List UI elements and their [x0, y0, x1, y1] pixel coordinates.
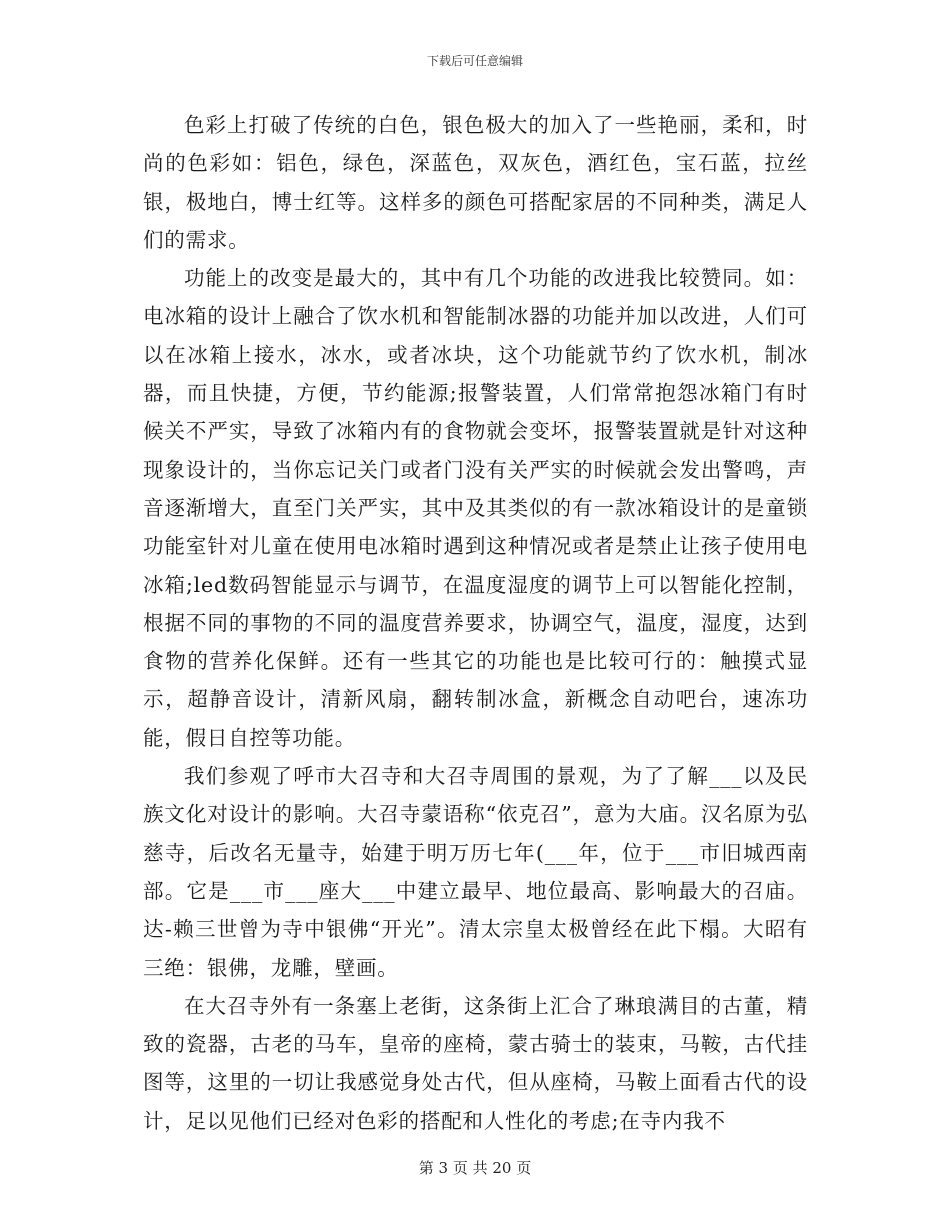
- paragraph-old-street: 在大召寺外有一条塞上老街，这条街上汇合了琳琅满目的古董，精致的瓷器，古老的马车，皇帝的座椅，蒙古骑士的装束，马鞍，古代挂图等，这里的一切让我感觉身处古代，但从座椅，马鞍上面看古代的设计，足以见他们已经对色彩的搭配和人性化的考虑;在寺内我不: [143, 993, 808, 1133]
- page-header: 下载后可任意编辑: [426, 54, 523, 68]
- paragraph-color: 色彩上打破了传统的白色，银色极大的加入了一些艳丽，柔和，时尚的色彩如：铝色，绿色，深蓝色，双灰色，酒红色，宝石蓝，拉丝银，极地白，博士红等。这样多的颜色可搭配家居的不同种类，满足人们的需求。: [143, 113, 808, 252]
- page-footer: 第 3 页 共 20 页: [418, 1159, 532, 1177]
- paragraph-function: 功能上的改变是最大的，其中有几个功能的改进我比较赞同。如：电冰箱的设计上融合了饮水机和智能制冰器的功能并加以改进，人们可以在冰箱上接水，冰水，或者冰块，这个功能就节约了饮水机，制冰器，而且快捷，方便，节约能源;报警装置，人们常常抱怨冰箱门有时候关不严实，导致了冰箱内有的食物就会变坏，报警装置就是针对这种现象设计的，当你忘记关门或者门没有关严实的时候就会发出警鸣，声音逐渐增大，直至门关严实，其中及其类似的有一款冰箱设计的是童锁功能室针对儿童在使用电冰箱时遇到这种情况或者是禁止让孩子使用电冰箱;led数码智能显示与调节，在温度湿度的调节上可以智能化控制，根据不同的事物的不同的温度营养要求，协调空气，温度，湿度，达到食物的营养化保鲜。还有一些其它的功能也是比较可行的：触摸式显示，超静音设计，清新风扇，翻转制冰盒，新概念自动吧台，速冻功能，假日自控等功能。: [143, 266, 808, 750]
- paragraph-dazhao-temple: 我们参观了呼市大召寺和大召寺周围的景观，为了了解___以及民族文化对设计的影响。大召寺蒙语称“依克召”，意为大庙。汉名原为弘慈寺，后改名无量寺，始建于明万历七年(___年，位于___市旧城西南部。它是___市___座大___中建立最早、地位最高、影响最大的召庙。达-赖三世曾为寺中银佛“开光”。清太宗皇太极曾经在此下榻。大昭有三绝：银佛，龙雕，壁画。: [143, 764, 808, 980]
- document-body: [143, 106, 808, 1140]
